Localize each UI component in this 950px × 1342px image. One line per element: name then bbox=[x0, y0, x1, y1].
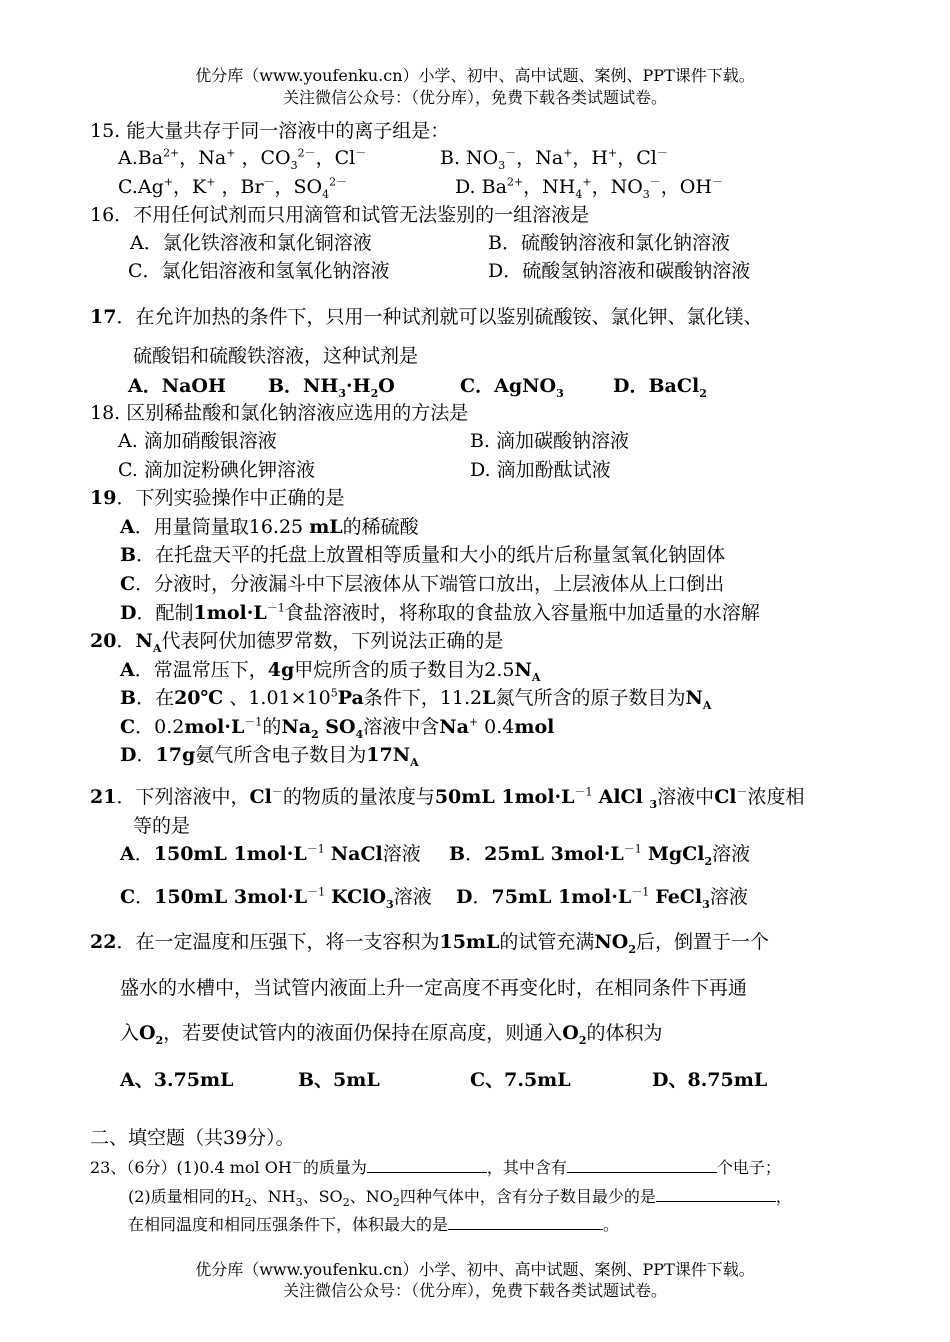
q15-option-b: B. $NO_3^-$，Na+，H+，Cl－ bbox=[440, 146, 668, 172]
q21-option-b: B．25mL $3mol\cdot L^{-1}$ MgCl$_2$溶液 bbox=[449, 842, 751, 868]
q16-option-c: C．氯化铝溶液和氢氧化钠溶液 bbox=[128, 260, 390, 282]
q18-option-d: D. 滴加酚酞试液 bbox=[470, 459, 611, 481]
q21-option-d: D．75mL $1mol\cdot L^{-1}$ FeCl$_3$溶液 bbox=[456, 885, 748, 911]
q23-line-1: 23、（6分）(1)0.4 mol OH－的质量为 ，其中含有 个电子； bbox=[90, 1156, 781, 1177]
q16-option-a: A．氯化铁溶液和氯化铜溶液 bbox=[130, 232, 372, 254]
q18-option-b: B. 滴加碳酸钠溶液 bbox=[470, 430, 630, 452]
header-line-1: 优分库（www.youfenku.cn）小学、初中、高中试题、案例、PPT课件下载。 bbox=[195, 66, 755, 85]
q21-stem-line-2: 等的是 bbox=[133, 815, 191, 837]
q22-stem-line-2: 盛水的水槽中，当试管内液面上升一定高度不再变化时，在相同条件下再通 bbox=[120, 977, 748, 999]
q23-line-2: (2)质量相同的$H_2$、$NH_3$、$SO_2$、$NO_2$四种气体中，含有分子数目最少的是 ， bbox=[128, 1187, 792, 1210]
q18-option-c: C. 滴加淀粉碘化钾溶液 bbox=[118, 459, 315, 481]
q21-option-a: A．150mL $1mol\cdot L^{-1}$ NaCl溶液 bbox=[120, 842, 421, 865]
q20-option-c: C．$0.2mol\cdot L^{-1}$的$Na_2$ $SO_4$溶液中含Na+ 0.4mol bbox=[120, 715, 555, 741]
q15-stem: 15. 能大量共存于同一溶液中的离子组是： bbox=[90, 120, 450, 142]
q20-option-a: A．常温常压下，4g甲烷所含的质子数目为$2.5N_A$ bbox=[120, 659, 541, 684]
q17-option-c: C．AgNO$_3$ bbox=[460, 375, 564, 400]
q23-blank-electrons[interactable] bbox=[567, 1156, 717, 1173]
q16-option-b: B．硫酸钠溶液和氯化钠溶液 bbox=[488, 232, 730, 254]
q23-blank-largest-volume[interactable] bbox=[448, 1213, 603, 1230]
q22-option-d: D、8.75mL bbox=[652, 1069, 768, 1091]
q23-line-3: 在相同温度和相同压强条件下，体积最大的是 。 bbox=[128, 1215, 620, 1234]
q21-stem-line-1: 21．下列溶液中，Cl－的物质的量浓度与50mL $1mol\cdot L^{-1}$ AlCl $_3$溶液中Cl－浓度相 bbox=[90, 785, 805, 811]
q15-option-c: C.Ag+，K+ ，Br－，$SO_4^{2-}$ bbox=[118, 175, 348, 201]
footer-line-2: 关注微信公众号：（优分库），免费下载各类试题试卷。 bbox=[282, 1281, 667, 1300]
q22-option-c: C、7.5mL bbox=[470, 1069, 571, 1091]
q19-stem: 19．下列实验操作中正确的是 bbox=[90, 487, 345, 509]
q20-stem: 20．$N_A$代表阿伏加德罗常数，下列说法正确的是 bbox=[90, 630, 504, 655]
q19-option-b: B．在托盘天平的托盘上放置相等质量和大小的纸片后称量氢氧化钠固体 bbox=[120, 544, 726, 566]
q23-blank-fewest-molecules[interactable] bbox=[656, 1185, 776, 1202]
q17-stem-line-1: 17．在允许加热的条件下，只用一种试剂就可以鉴别硫酸铵、氯化钾、氯化镁、 bbox=[90, 306, 763, 328]
q15-option-a: $A.Ba^{2+}$，Na+ ，$CO_3^{2-}$，Cl－ bbox=[118, 146, 367, 172]
q19-option-c: C．分液时，分液漏斗中下层液体从下端管口放出，上层液体从上口倒出 bbox=[120, 573, 725, 595]
q15-option-d: D. $Ba^{2+}$，$NH_4^+$，$NO_3^-$，OH－ bbox=[455, 175, 723, 201]
q16-option-d: D．硫酸氢钠溶液和碳酸钠溶液 bbox=[488, 260, 751, 282]
q22-option-b: B、5mL bbox=[298, 1069, 380, 1091]
section-2-title: 二、填空题（共39分）。 bbox=[90, 1127, 295, 1149]
q17-option-d: D．BaCl$_2$ bbox=[613, 375, 707, 400]
q20-option-d: D．17g氨气所含电子数目为$17N_A$ bbox=[120, 744, 419, 769]
q17-option-a: A．NaOH bbox=[128, 375, 226, 397]
q17-stem-line-2: 硫酸铝和硫酸铁溶液，这种试剂是 bbox=[133, 345, 419, 367]
footer-line-1: 优分库（www.youfenku.cn）小学、初中、高中试题、案例、PPT课件下载。 bbox=[195, 1260, 755, 1279]
q22-stem-line-3: 入$O_2$，若要使试管内的液面仍保持在原高度，则通入$O_2$的体积为 bbox=[120, 1022, 663, 1047]
q23-blank-mass[interactable] bbox=[367, 1156, 487, 1173]
q19-option-a: A．用量筒量取16.25 mL的稀硫酸 bbox=[120, 516, 419, 538]
q18-option-a: A. 滴加硝酸银溶液 bbox=[118, 430, 277, 452]
q22-stem-line-1: 22．在一定温度和压强下，将一支容积为15mL的试管充满$NO_2$后，倒置于一个 bbox=[90, 931, 769, 956]
header-line-2: 关注微信公众号：（优分库），免费下载各类试题试卷。 bbox=[282, 88, 667, 107]
q17-option-b: B．$NH_3\cdot H_2O$ bbox=[268, 375, 395, 400]
q22-option-a: A、3.75mL bbox=[120, 1069, 234, 1091]
q20-option-b: B．在20℃ 、$1.01\times 10^5Pa$条件下，11.2L氮气所含的原子数目为$N_A$ bbox=[120, 686, 712, 712]
q21-option-c: C．150mL $3mol\cdot L^{-1}$ KClO$_3$溶液 bbox=[120, 885, 432, 911]
q18-stem: 18. 区别稀盐酸和氯化钠溶液应选用的方法是 bbox=[90, 402, 469, 424]
q16-stem: 16．不用任何试剂而只用滴管和试管无法鉴别的一组溶液是 bbox=[90, 204, 590, 226]
q19-option-d: D．配制$1mol\cdot L^{-1}$食盐溶液时，将称取的食盐放入容量瓶中加适量的水溶解 bbox=[120, 601, 760, 624]
